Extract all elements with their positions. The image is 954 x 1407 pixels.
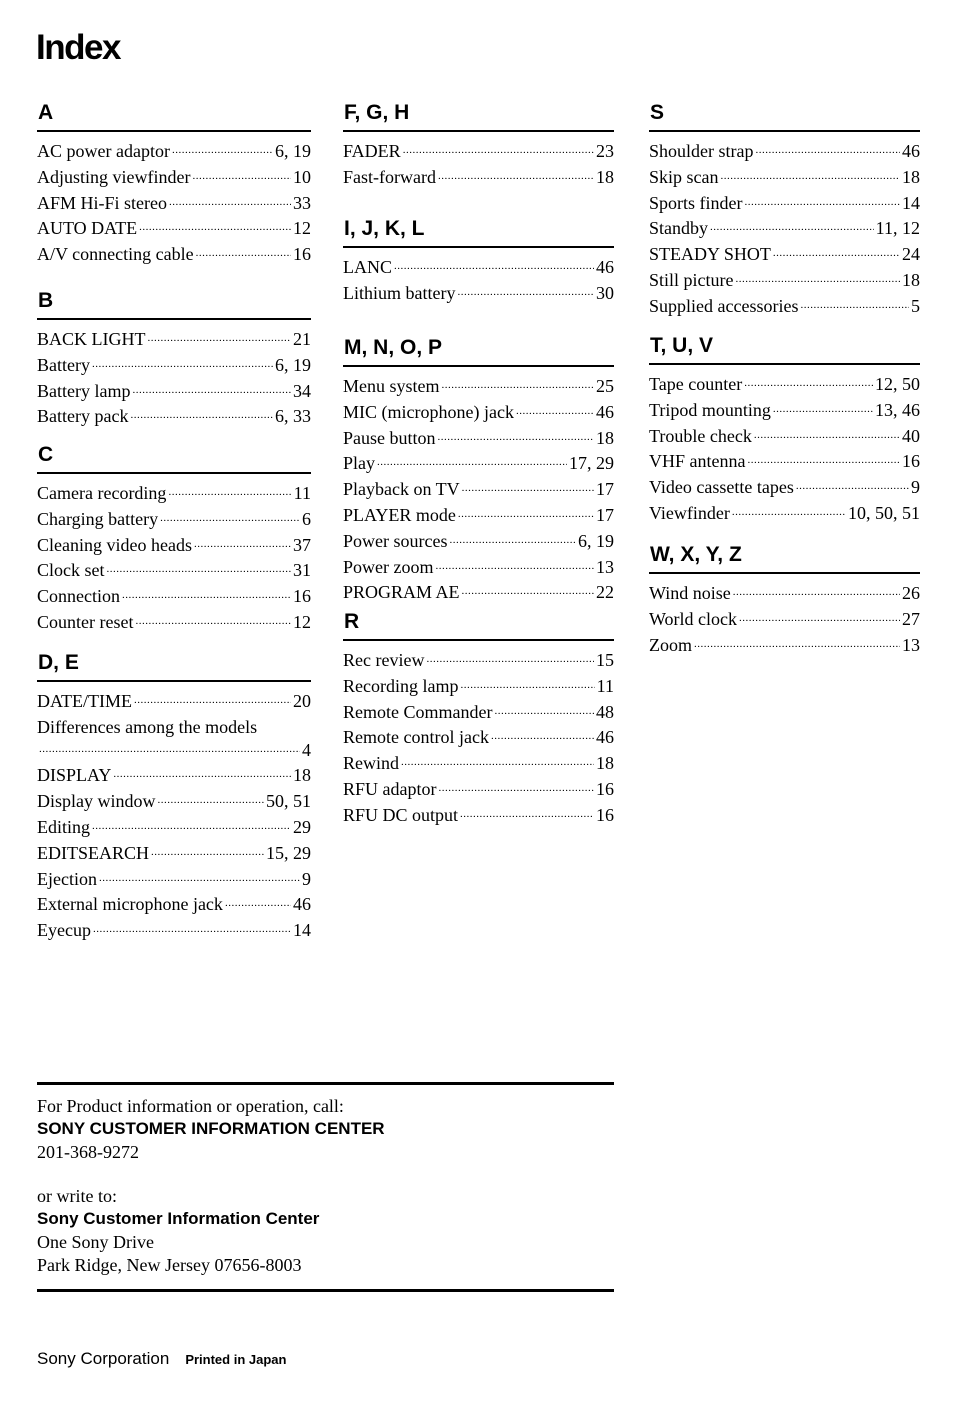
index-entry-pages: 10, 50, 51 — [848, 502, 920, 523]
index-entry — [37, 243, 311, 269]
dot-leader — [462, 474, 594, 500]
section-heading: T, U, V — [649, 333, 920, 365]
dot-leader — [739, 604, 900, 630]
dot-leader — [439, 774, 595, 800]
dot-leader — [194, 530, 291, 556]
dot-leader — [438, 162, 594, 188]
section-tuv — [649, 333, 920, 542]
footer-write-to: or write to: — [37, 1186, 117, 1207]
index-entry — [343, 581, 614, 607]
index-entry-label: Pause button — [343, 427, 436, 448]
index-entry-pages: 9 — [302, 868, 311, 889]
index-entry-label: A/V connecting cable — [37, 244, 194, 265]
footer-address-line-2: Park Ridge, New Jersey 07656-8003 — [37, 1254, 302, 1275]
dot-leader — [733, 578, 900, 604]
dot-leader — [736, 265, 901, 291]
index-entry-pages: 13 — [596, 556, 614, 577]
index-entry-pages: 16 — [293, 244, 311, 265]
index-entry-pages: 13 — [902, 634, 920, 655]
dot-leader — [458, 500, 594, 526]
dot-leader — [169, 188, 291, 214]
index-entry-label: Viewfinder — [649, 502, 730, 523]
footer-center-name-caps: SONY CUSTOMER INFORMATION CENTER — [37, 1118, 385, 1138]
footer-intro: For Product information or operation, call: — [37, 1096, 344, 1116]
corporation-line — [37, 1349, 286, 1369]
dot-leader — [92, 812, 291, 838]
index-entry-label: Supplied accessories — [649, 295, 799, 316]
index-entry-label: RFU adaptor — [343, 778, 437, 799]
dot-leader — [755, 136, 900, 162]
index-entry-pages: 17, 29 — [569, 453, 614, 474]
index-column-3 — [649, 100, 920, 659]
index-entry — [343, 804, 614, 830]
index-column-1 — [37, 100, 311, 945]
footer-address-line-1: One Sony Drive — [37, 1231, 154, 1252]
index-entry-label: Video cassette tapes — [649, 477, 794, 498]
dot-leader — [457, 278, 594, 304]
dot-leader — [151, 838, 264, 864]
index-entry-label: Zoom — [649, 634, 692, 655]
index-entry-pages: 33 — [293, 192, 311, 213]
index-entry-pages: 46 — [596, 257, 614, 277]
index-entry-pages: 46 — [293, 894, 311, 915]
dot-leader — [225, 889, 291, 915]
index-entry — [37, 611, 311, 637]
index-entry-label: Rec review — [343, 650, 425, 670]
index-entry-pages: 12 — [293, 611, 311, 632]
index-entry-label: MIC (microphone) jack — [343, 401, 514, 422]
index-entry-label: Tape counter — [649, 374, 743, 394]
dot-leader — [744, 369, 873, 395]
section-mnop — [343, 335, 614, 609]
index-entry-label: Playback on TV — [343, 479, 460, 500]
index-entry-pages: 15, 29 — [266, 842, 311, 863]
index-entry-pages: 24 — [902, 244, 920, 265]
index-entry-pages: 37 — [293, 534, 311, 555]
dot-leader — [377, 448, 567, 474]
index-entry-pages: 16 — [596, 778, 614, 799]
index-entry-label: Standby — [649, 218, 709, 239]
index-entry-label: Lithium battery — [343, 282, 456, 303]
printed-in: Printed in Japan — [185, 1352, 287, 1367]
section-a — [37, 100, 311, 288]
section-heading: R — [343, 609, 614, 641]
index-entry-pages: 18 — [596, 166, 614, 187]
index-entry-pages: 18 — [293, 765, 311, 786]
dot-leader — [732, 498, 846, 524]
index-entry-pages: 22 — [596, 582, 614, 603]
section-heading: F, G, H — [343, 100, 614, 132]
index-entry-pages: 6, 19 — [275, 141, 311, 161]
footer-phone: 201-368-9272 — [37, 1141, 139, 1162]
footer-gap — [37, 1163, 614, 1185]
dot-leader — [403, 136, 594, 162]
dot-leader — [135, 607, 291, 633]
section-heading: S — [649, 100, 920, 132]
index-entry-pages: 18 — [902, 166, 920, 187]
index-entry-pages: 40 — [902, 425, 920, 446]
index-entry — [37, 690, 311, 716]
index-entry-label: Recording lamp — [343, 675, 459, 696]
dot-leader — [754, 421, 900, 447]
index-entry — [649, 502, 920, 528]
dot-leader — [694, 630, 900, 656]
index-entry-pages: 27 — [902, 608, 920, 629]
dot-leader — [394, 252, 594, 278]
section-heading: C — [37, 442, 311, 474]
index-entry-label: Connection — [37, 586, 120, 607]
index-entry-label: Remote control jack — [343, 727, 489, 748]
index-entry — [37, 919, 311, 945]
dot-leader — [710, 213, 874, 239]
dot-leader — [800, 291, 909, 317]
dot-leader — [745, 188, 901, 214]
section-heading: D, E — [37, 650, 311, 682]
index-entry-label: Battery lamp — [37, 380, 131, 401]
dot-leader — [401, 748, 594, 774]
dot-leader — [158, 786, 265, 812]
index-entry-pages: 13, 46 — [875, 399, 920, 420]
index-entry-label: Menu system — [343, 376, 440, 396]
dot-leader — [773, 239, 900, 265]
section-heading: M, N, O, P — [343, 335, 614, 367]
index-entry-pages: 30 — [596, 282, 614, 303]
index-entry-label: LANC — [343, 257, 392, 277]
dot-leader — [139, 213, 291, 239]
index-entry-label: Clock set — [37, 560, 105, 581]
index-entry-label: Sports finder — [649, 192, 743, 213]
index-entry-pages: 29 — [293, 816, 311, 837]
index-entry-pages: 4 — [302, 739, 311, 760]
index-entry-pages: 16 — [902, 451, 920, 472]
index-entry — [37, 405, 311, 431]
index-entry-label: Editing — [37, 816, 90, 837]
index-entry-label: Still picture — [649, 269, 734, 290]
dot-leader — [148, 324, 292, 350]
index-entry-label: World clock — [649, 608, 738, 629]
index-entry-label: Skip scan — [649, 166, 719, 187]
dot-leader — [442, 371, 595, 397]
dot-leader — [516, 397, 594, 423]
index-entry-pages: 16 — [596, 804, 614, 825]
index-entry-pages: 11 — [596, 675, 614, 696]
index-entry-label: Shoulder strap — [649, 141, 754, 161]
dot-leader — [721, 162, 901, 188]
index-entry-pages: 14 — [902, 192, 920, 213]
section-heading: I, J, K, L — [343, 216, 614, 248]
index-entry-pages: 10 — [293, 166, 311, 187]
corporation-name: Sony Corporation — [37, 1349, 170, 1368]
index-entry-label: Ejection — [37, 868, 97, 889]
dot-leader — [426, 645, 594, 671]
index-entry-pages: 31 — [293, 560, 311, 581]
dot-leader — [113, 760, 291, 786]
index-entry-pages: 46 — [596, 727, 614, 748]
index-entry-label: BACK LIGHT — [37, 329, 146, 349]
dot-leader — [39, 735, 300, 761]
index-entry-label: Play — [343, 453, 376, 474]
index-entry-label: Tripod mounting — [649, 399, 771, 420]
index-entry-pages: 6, 19 — [275, 354, 311, 375]
index-entry-label: Battery — [37, 354, 90, 375]
index-entry-pages: 21 — [293, 329, 311, 349]
section-c — [37, 442, 311, 650]
index-entry-pages: 11 — [293, 483, 311, 503]
section-de — [37, 650, 311, 945]
dot-leader — [99, 864, 300, 890]
index-entry-label: RFU DC output — [343, 804, 459, 825]
index-entry-pages: 23 — [596, 141, 614, 161]
index-entry-pages: 48 — [596, 701, 614, 722]
index-entry-label: AUTO DATE — [37, 218, 138, 239]
index-entry-pages: 6 — [302, 508, 311, 529]
dot-leader — [107, 555, 292, 581]
section-heading: W, X, Y, Z — [649, 542, 920, 574]
dot-leader — [449, 526, 576, 552]
dot-leader — [172, 136, 273, 162]
contact-footer — [37, 1082, 614, 1292]
index-entry — [649, 634, 920, 660]
index-entry-pages: 6, 19 — [578, 530, 614, 551]
section-heading: A — [37, 100, 311, 132]
index-entry-pages: 5 — [911, 295, 920, 316]
index-entry-label: STEADY SHOT — [649, 244, 771, 265]
index-entry-pages: 16 — [293, 586, 311, 607]
index-entry-label: Remote Commander — [343, 701, 493, 722]
dot-leader — [93, 915, 291, 941]
index-entry-pages: 50, 51 — [266, 791, 311, 812]
index-entry — [649, 295, 920, 321]
index-entry-label: Eyecup — [37, 920, 91, 941]
index-entry-label: EDITSEARCH — [37, 842, 149, 863]
index-entry-pages: 17 — [596, 479, 614, 500]
dot-leader — [160, 504, 300, 530]
dot-leader — [168, 478, 291, 504]
index-entry-label: Power sources — [343, 530, 448, 551]
index-entry-label: Battery pack — [37, 406, 129, 427]
dot-leader — [796, 472, 909, 498]
footer-center-name: Sony Customer Information Center — [37, 1209, 320, 1229]
index-entry-pages: 18 — [596, 753, 614, 774]
section-wxyz — [649, 542, 920, 659]
index-entry-pages: 20 — [293, 691, 311, 711]
dot-leader — [491, 722, 594, 748]
index-entry — [343, 166, 614, 192]
index-entry-pages: 46 — [596, 401, 614, 422]
section-heading: B — [37, 288, 311, 320]
dot-leader — [462, 577, 594, 603]
index-entry-label: Cleaning video heads — [37, 534, 192, 555]
index-entry-pages: 12 — [293, 218, 311, 239]
dot-leader — [773, 395, 873, 421]
index-entry-label: Wind noise — [649, 583, 731, 603]
index-entry-pages: 9 — [911, 477, 920, 498]
section-fgh — [343, 100, 614, 216]
dot-leader — [460, 671, 594, 697]
index-entry — [343, 282, 614, 308]
index-entry-label: External microphone jack — [37, 894, 223, 915]
index-entry-pages: 15 — [596, 650, 614, 670]
index-entry-pages: 25 — [596, 376, 614, 396]
index-entry-pages: 46 — [902, 141, 920, 161]
section-s — [649, 100, 920, 333]
dot-leader — [196, 239, 291, 265]
page-title: Index — [36, 28, 120, 67]
index-entry-pages: 26 — [902, 583, 920, 603]
index-entry-label: Adjusting viewfinder — [37, 166, 191, 187]
index-entry-label: PLAYER mode — [343, 504, 456, 525]
dot-leader — [435, 552, 594, 578]
index-entry-label: Charging battery — [37, 508, 159, 529]
dot-leader — [92, 350, 273, 376]
dot-leader — [747, 446, 900, 472]
index-entry-label: Counter reset — [37, 611, 134, 632]
dot-leader — [460, 800, 594, 826]
index-entry-label: DISPLAY — [37, 765, 112, 786]
index-entry-pages: 18 — [596, 427, 614, 448]
index-entry-label: DATE/TIME — [37, 691, 132, 711]
section-b — [37, 288, 311, 442]
index-entry-label: Power zoom — [343, 556, 434, 577]
index-entry-label: Display window — [37, 791, 156, 812]
index-entry-pages: 12, 50 — [875, 374, 920, 394]
dot-leader — [192, 162, 291, 188]
dot-leader — [134, 686, 291, 712]
index-entry-pages: 18 — [902, 269, 920, 290]
index-entry-label: Rewind — [343, 753, 399, 774]
index-entry-label: AFM Hi-Fi stereo — [37, 192, 167, 213]
index-entry-label: VHF antenna — [649, 451, 746, 472]
index-entry-pages: 14 — [293, 920, 311, 941]
dot-leader — [494, 697, 594, 723]
index-entry-label: PROGRAM AE — [343, 582, 460, 603]
index-entry-label: AC power adaptor — [37, 141, 170, 161]
section-ijkl — [343, 216, 614, 335]
index-entry-label: Differences among the models — [37, 716, 258, 737]
index-entry-pages: 17 — [596, 504, 614, 525]
dot-leader — [438, 423, 595, 449]
section-r — [343, 609, 614, 830]
index-entry-pages: 11, 12 — [875, 218, 920, 239]
dot-leader — [132, 376, 291, 402]
index-column-2 — [343, 100, 614, 830]
dot-leader — [130, 401, 273, 427]
index-entry-label: Fast-forward — [343, 166, 436, 187]
dot-leader — [122, 581, 291, 607]
index-entry-pages: 34 — [293, 380, 311, 401]
index-entry-label: Trouble check — [649, 425, 752, 446]
index-entry-label: FADER — [343, 141, 401, 161]
index-entry-pages: 6, 33 — [275, 406, 311, 427]
index-entry-label: Camera recording — [37, 483, 167, 503]
